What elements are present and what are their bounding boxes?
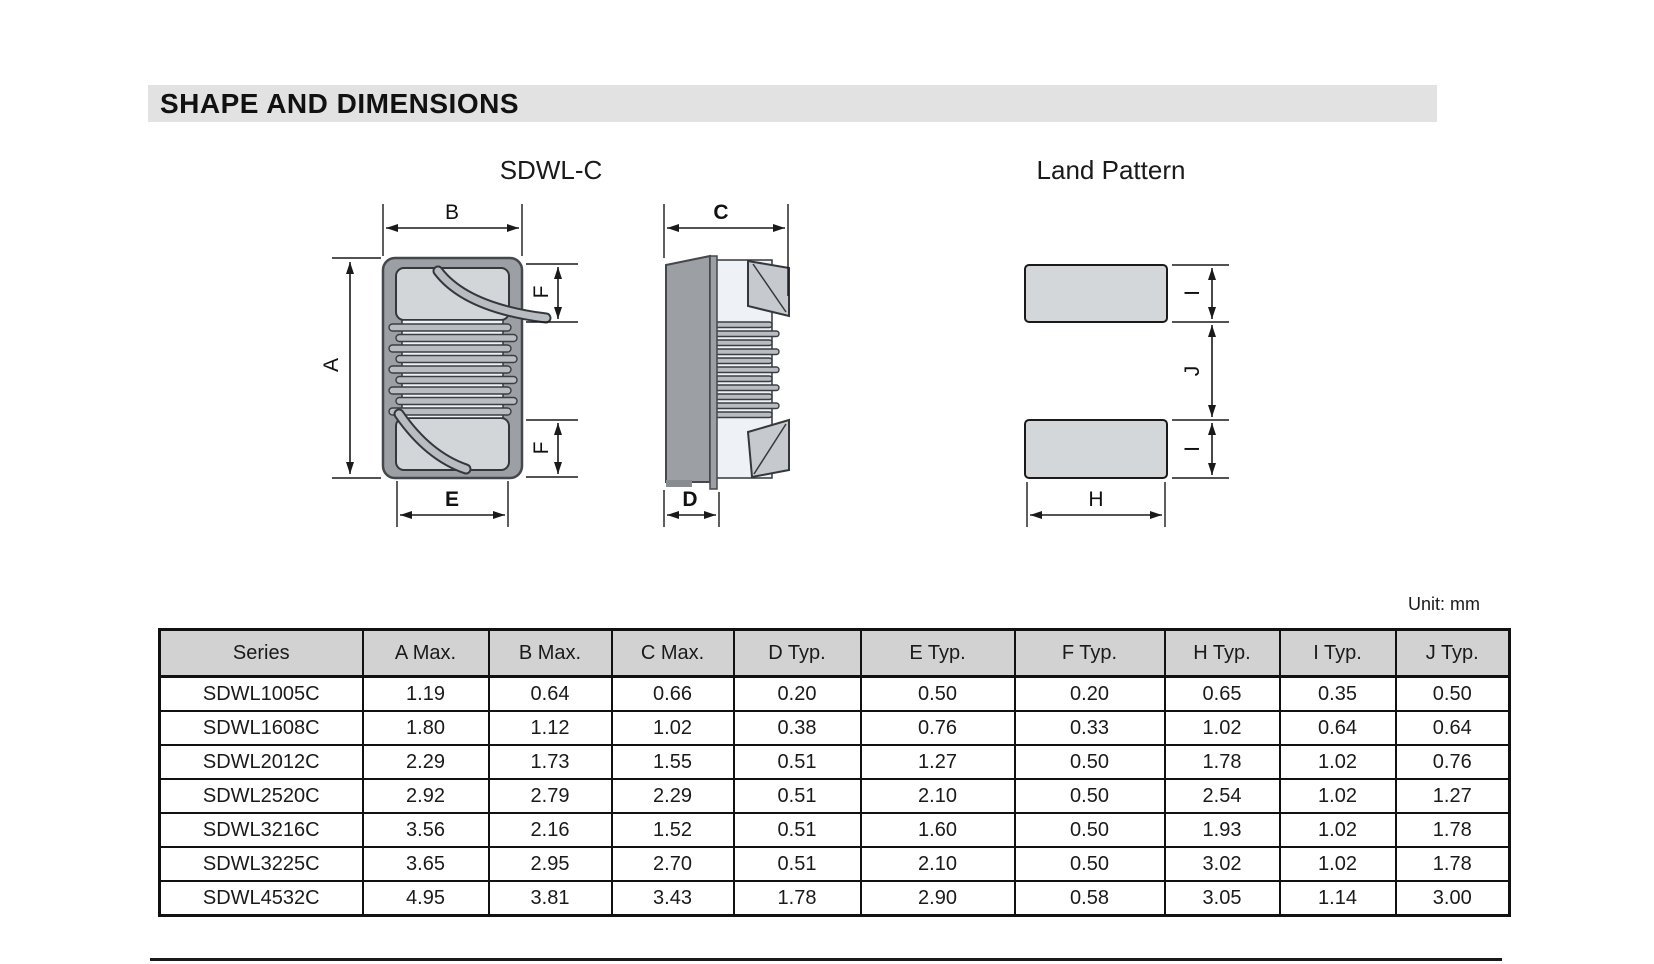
column-header: I Typ. (1280, 630, 1396, 677)
value-cell: 3.65 (363, 847, 489, 881)
table-row (160, 745, 1510, 779)
value-cell: 1.27 (861, 745, 1015, 779)
value-cell: 1.52 (612, 813, 734, 847)
column-header: F Typ. (1015, 630, 1165, 677)
dim-label-c: C (713, 201, 729, 224)
series-cell: SDWL2520C (160, 779, 363, 813)
value-cell: 0.50 (1396, 677, 1510, 712)
value-cell: 2.16 (489, 813, 612, 847)
value-cell: 2.10 (861, 847, 1015, 881)
value-cell: 1.78 (734, 881, 861, 916)
value-cell: 0.20 (734, 677, 861, 712)
value-cell: 1.12 (489, 711, 612, 745)
value-cell: 1.60 (861, 813, 1015, 847)
coil-windings-side (714, 322, 779, 418)
value-cell: 1.19 (363, 677, 489, 712)
value-cell: 0.64 (1396, 711, 1510, 745)
dim-label-f-top: F (530, 285, 553, 299)
series-cell: SDWL2012C (160, 745, 363, 779)
value-cell: 1.02 (1280, 813, 1396, 847)
value-cell: 3.81 (489, 881, 612, 916)
value-cell: 1.02 (1165, 711, 1280, 745)
column-header: J Typ. (1396, 630, 1510, 677)
dim-label-d: D (682, 488, 698, 511)
value-cell: 1.02 (1280, 779, 1396, 813)
value-cell: 2.10 (861, 779, 1015, 813)
value-cell: 3.05 (1165, 881, 1280, 916)
dim-label-b: B (444, 201, 459, 224)
table-row (160, 813, 1510, 847)
value-cell: 1.78 (1165, 745, 1280, 779)
value-cell: 1.02 (1280, 847, 1396, 881)
value-cell: 0.50 (1015, 847, 1165, 881)
series-cell: SDWL1005C (160, 677, 363, 712)
dim-label-j: J (1181, 365, 1204, 377)
dimensions-table (158, 628, 1511, 917)
dim-label-h: H (1088, 488, 1104, 511)
unit-note: Unit: mm (1408, 594, 1480, 614)
series-cell: SDWL3225C (160, 847, 363, 881)
value-cell: 2.54 (1165, 779, 1280, 813)
value-cell: 0.65 (1165, 677, 1280, 712)
section-title: SHAPE AND DIMENSIONS (160, 87, 520, 119)
value-cell: 1.78 (1396, 813, 1510, 847)
coil-windings-front (389, 324, 517, 415)
value-cell: 2.95 (489, 847, 612, 881)
value-cell: 2.90 (861, 881, 1015, 916)
column-header: D Typ. (734, 630, 861, 677)
value-cell: 1.73 (489, 745, 612, 779)
value-cell: 3.56 (363, 813, 489, 847)
value-cell: 1.93 (1165, 813, 1280, 847)
value-cell: 0.66 (612, 677, 734, 712)
next-section-border (150, 958, 1502, 961)
dim-label-a: A (320, 358, 343, 373)
front-view-title: SDWL-C (499, 155, 603, 185)
value-cell: 0.51 (734, 847, 861, 881)
column-header: Series (160, 630, 363, 677)
value-cell: 0.64 (1280, 711, 1396, 745)
value-cell: 0.20 (1015, 677, 1165, 712)
value-cell: 0.35 (1280, 677, 1396, 712)
value-cell: 1.02 (1280, 745, 1396, 779)
value-cell: 0.76 (1396, 745, 1510, 779)
column-header: A Max. (363, 630, 489, 677)
series-cell: SDWL4532C (160, 881, 363, 916)
value-cell: 1.55 (612, 745, 734, 779)
value-cell: 1.80 (363, 711, 489, 745)
column-header: E Typ. (861, 630, 1015, 677)
value-cell: 3.00 (1396, 881, 1510, 916)
dim-label-f-bottom: F (530, 441, 553, 455)
land-pattern-title: Land Pattern (1036, 155, 1186, 185)
value-cell: 0.33 (1015, 711, 1165, 745)
value-cell: 1.02 (612, 711, 734, 745)
table-row (160, 779, 1510, 813)
dim-label-e: E (444, 488, 459, 511)
value-cell: 2.79 (489, 779, 612, 813)
column-header: C Max. (612, 630, 734, 677)
value-cell: 0.58 (1015, 881, 1165, 916)
value-cell: 0.50 (1015, 745, 1165, 779)
value-cell: 1.14 (1280, 881, 1396, 916)
value-cell: 0.50 (861, 677, 1015, 712)
value-cell: 0.64 (489, 677, 612, 712)
value-cell: 0.76 (861, 711, 1015, 745)
table-row (160, 677, 1510, 712)
value-cell: 2.70 (612, 847, 734, 881)
column-header: H Typ. (1165, 630, 1280, 677)
series-cell: SDWL3216C (160, 813, 363, 847)
value-cell: 3.43 (612, 881, 734, 916)
value-cell: 0.51 (734, 745, 861, 779)
value-cell: 0.51 (734, 813, 861, 847)
table-head (160, 630, 1510, 677)
value-cell: 4.95 (363, 881, 489, 916)
table-row (160, 881, 1510, 916)
value-cell: 1.27 (1396, 779, 1510, 813)
value-cell: 0.50 (1015, 813, 1165, 847)
dim-label-i-bottom: I (1181, 446, 1204, 452)
value-cell: 2.29 (612, 779, 734, 813)
value-cell: 3.02 (1165, 847, 1280, 881)
series-cell: SDWL1608C (160, 711, 363, 745)
dim-label-i-top: I (1181, 290, 1204, 296)
value-cell: 0.38 (734, 711, 861, 745)
side-view-diagram (664, 204, 789, 527)
value-cell: 1.78 (1396, 847, 1510, 881)
front-view-diagram (332, 204, 578, 527)
value-cell: 2.92 (363, 779, 489, 813)
column-header: B Max. (489, 630, 612, 677)
table-body (160, 677, 1510, 916)
value-cell: 2.29 (363, 745, 489, 779)
value-cell: 0.51 (734, 779, 861, 813)
table-row (160, 847, 1510, 881)
table-row (160, 711, 1510, 745)
value-cell: 0.50 (1015, 779, 1165, 813)
